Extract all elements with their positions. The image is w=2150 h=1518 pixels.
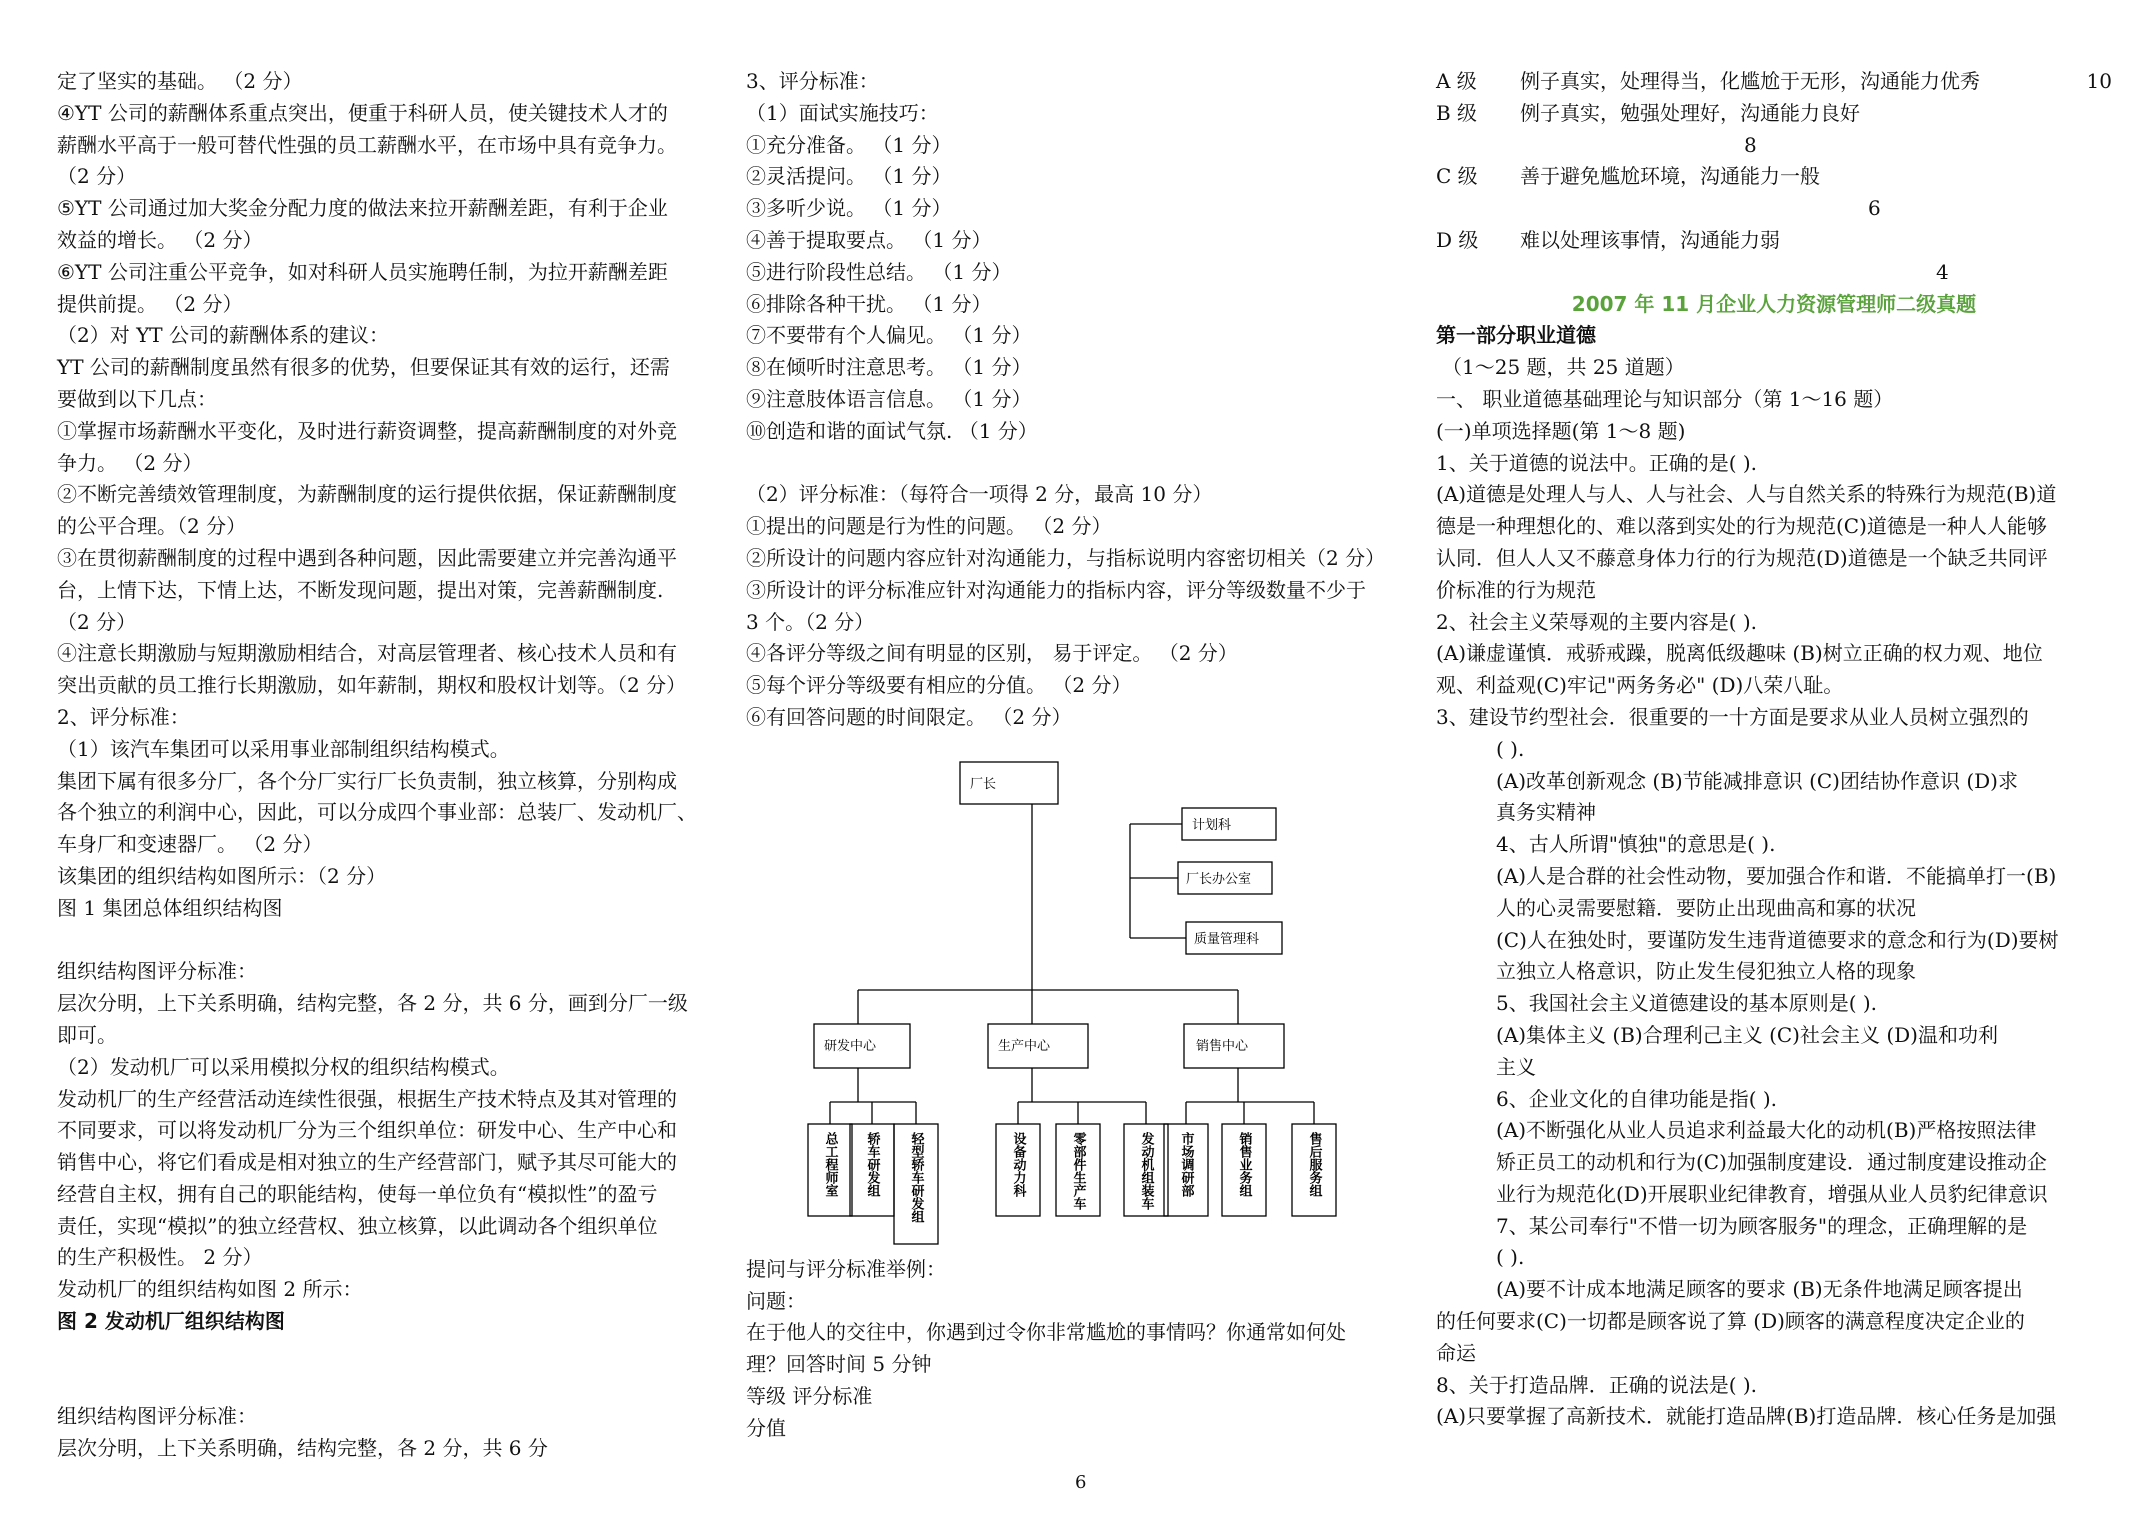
- org-unit6-label: 发动机组装车: [1138, 1132, 1154, 1210]
- text-line: YT 公司的薪酬制度虽然有很多的优势，但要保证其有效的运行，还需: [57, 355, 670, 380]
- grade-row-a: [1436, 66, 2112, 98]
- list-item: ①充分准备。 （1 分）: [746, 132, 952, 157]
- text-line: 车身厂和变速器厂。 （2 分）: [57, 832, 323, 857]
- grade-level: C 级: [1436, 164, 1478, 189]
- list-item: ⑥排除各种干扰。 （1 分）: [746, 291, 992, 316]
- text-line: 的任何要求(C)一切都是顾客说了算 (D)顾客的满意程度决定企业的: [1436, 1309, 2025, 1334]
- text-line: 争力。 （2 分）: [57, 450, 203, 475]
- text-line: 观、利益观(C)牢记"两务务必" (D)八荣八耻。: [1436, 673, 1844, 698]
- text-line: 矫正员工的动机和行为(C)加强制度建设．通过制度建设推动企: [1496, 1150, 2047, 1175]
- org-center1-label: 研发中心: [824, 1039, 877, 1054]
- org-staff2-label: 厂长办公室: [1186, 872, 1252, 887]
- text-line: 的公平合理。（2 分）: [57, 514, 247, 539]
- question: 7、某公司奉行"不惜一切为顾客服务"的理念，正确理解的是: [1496, 1213, 2028, 1238]
- text-line: 3 个。（2 分）: [746, 609, 875, 634]
- question: 6、企业文化的自律功能是指( ).: [1496, 1086, 1778, 1111]
- text-line: 提问与评分标准举例：: [746, 1256, 946, 1281]
- grade-level: B 级: [1436, 100, 1478, 125]
- question: 4、古人所谓"慎独"的意思是( ).: [1496, 832, 1776, 857]
- list-item: ⑦不要带有个人偏见。 （1 分）: [746, 323, 1032, 348]
- grade-row-c: [1436, 161, 2112, 193]
- question: 5、我国社会主义道德建设的基本原则是( ).: [1496, 991, 1878, 1016]
- exam-title: 2007 年 11 月企业人力资源管理师二级真题: [1571, 291, 1977, 316]
- org-unit8-label: 销售业务组: [1236, 1132, 1252, 1197]
- text-line: (A)集体主义 (B)合理利己主义 (C)社会主义 (D)温和功利: [1496, 1022, 1998, 1047]
- text-line: 各个独立的利润中心，因此，可以分成四个事业部：总装厂、发动机厂、: [57, 800, 697, 825]
- grade-description: 难以处理该事情，沟通能力弱: [1520, 227, 1780, 252]
- text-line: 要做到以下几点：: [57, 386, 217, 411]
- question: 8、关于打造品牌．正确的说法是( ).: [1436, 1372, 1758, 1397]
- figure-caption-bold: 图 2 发动机厂组织结构图: [57, 1309, 285, 1334]
- text-line: 问题：: [746, 1288, 806, 1313]
- text-line: 真务实精神: [1496, 800, 1596, 825]
- org-unit5-label: 零部件生产车: [1070, 1132, 1086, 1210]
- text-line: ①掌握市场薪酬水平变化，及时进行薪资调整，提高薪酬制度的对外竞: [57, 418, 677, 443]
- grade-level: D 级: [1436, 227, 1479, 252]
- text-line: 的生产积极性。 2 分）: [57, 1245, 263, 1270]
- grade-score: 6: [1868, 196, 1881, 221]
- text-line: （2）发动机厂可以采用模拟分权的组织结构模式。: [57, 1054, 510, 1079]
- text-line: (A)人是合群的社会性动物，要加强合作和谐．不能搞单打一(B): [1496, 863, 2057, 888]
- text-line: 德是一种理想化的、难以落到实处的行为规范(C)道德是一种人人能够: [1436, 514, 2047, 539]
- text-line: （1）面试实施技巧：: [746, 100, 939, 125]
- text-line: ①提出的问题是行为性的问题。 （2 分）: [746, 514, 1112, 539]
- text-line: 发动机厂的生产经营活动连续性很强，根据生产技术特点及其对管理的: [57, 1086, 677, 1111]
- org-unit2-label: 轿车研发组: [864, 1132, 880, 1197]
- text-line: 3、评分标准：: [746, 69, 879, 93]
- column-left: [57, 66, 729, 1465]
- page-number: 6: [1075, 1472, 1087, 1493]
- text-line: (A)改革创新观念 (B)节能减排意识 (C)团结协作意识 (D)求: [1496, 768, 2018, 793]
- text-line: ⑤YT 公司通过加大奖金分配力度的做法来拉开薪酬差距，有利于企业: [57, 196, 668, 221]
- list-item: ⑨注意肢体语言信息。 （1 分）: [746, 386, 1032, 411]
- text-line: （2 分）: [57, 609, 137, 634]
- text-line: （2）评分标准：（每符合一项得 2 分，最高 10 分）: [746, 482, 1213, 507]
- text-line: 提供前提。 （2 分）: [57, 291, 243, 316]
- text-line: (一)单项选择题(第 1～8 题): [1436, 418, 1686, 443]
- question: 1、关于道德的说法中。正确的是( ).: [1436, 450, 1758, 475]
- text-line: ⑥有回答问题的时间限定。 （2 分）: [746, 704, 1072, 729]
- text-line: ③所设计的评分标准应针对沟通能力的指标内容，评分等级数量不少于: [746, 577, 1366, 602]
- text-line: 主义: [1496, 1054, 1536, 1079]
- text-line: ③在贯彻薪酬制度的过程中遇到各种问题，因此需要建立并完善沟通平: [57, 545, 677, 570]
- text-line: ( ).: [1496, 1245, 1525, 1270]
- text-line: (A)要不计成本地满足顾客的要求 (B)无条件地满足顾客提出: [1496, 1277, 2023, 1302]
- column-right: [1436, 66, 2112, 1433]
- text-line: 层次分明，上下关系明确，结构完整，各 2 分，共 6 分，画到分厂一级: [57, 991, 688, 1016]
- text-line: ④注意长期激励与短期激励相结合，对高层管理者、核心技术人员和有: [57, 641, 677, 666]
- org-staff3-label: 质量管理科: [1194, 932, 1260, 947]
- org-unit7-label: 市场调研部: [1178, 1132, 1194, 1197]
- text-line: (A)只要掌握了高新技术．就能打造品牌(B)打造品牌．核心任务是加强: [1436, 1404, 2057, 1429]
- text-line: 即可。: [57, 1022, 117, 1047]
- text-line: 组织结构图评分标准：: [57, 1404, 257, 1429]
- text-line: （1）该汽车集团可以采用事业部制组织结构模式。: [57, 736, 510, 761]
- org-root-label: 厂长: [970, 777, 997, 792]
- list-item: ②灵活提问。 （1 分）: [746, 164, 952, 189]
- grade-description: 善于避免尴尬环境，沟通能力一般: [1520, 164, 1820, 189]
- text-line: （2）对 YT 公司的薪酬体系的建议：: [57, 323, 389, 348]
- text-line: 发动机厂的组织结构如图 2 所示：: [57, 1277, 363, 1302]
- text-line: 效益的增长。 （2 分）: [57, 227, 263, 252]
- org-unit3-label: 轻型轿车研发组: [908, 1132, 924, 1223]
- text-line: 等级 评分标准: [746, 1383, 873, 1408]
- text-line: 2、评分标准：: [57, 704, 190, 729]
- text-line: 台，上情下达，下情上达，不断发现问题，提出对策，完善薪酬制度.: [57, 577, 664, 602]
- text-line: 层次分明，上下关系明确，结构完整，各 2 分，共 6 分: [57, 1436, 548, 1461]
- list-item: ⑧在倾听时注意思考。 （1 分）: [746, 355, 1032, 380]
- text-line: 突出贡献的员工推行长期激励，如年薪制，期权和股权计划等。（2 分）: [57, 673, 687, 698]
- list-item: ⑩创造和谐的面试气氛. （1 分）: [746, 418, 1038, 443]
- list-item: ④善于提取要点。 （1 分）: [746, 227, 992, 252]
- text-line: 分值: [746, 1415, 786, 1440]
- text-line: 命运: [1436, 1340, 1476, 1365]
- org-chart-diagram: [800, 752, 1440, 1252]
- text-line: ⑤每个评分等级要有相应的分值。 （2 分）: [746, 673, 1132, 698]
- text-line: 集团下属有很多分厂，各个分厂实行厂长负责制，独立核算，分别构成: [57, 768, 677, 793]
- text-line: 销售中心，将它们看成是相对独立的生产经营部门，赋予其尽可能大的: [57, 1150, 677, 1175]
- text-line: 组织结构图评分标准：: [57, 959, 257, 984]
- text-line: 业行为规范化(D)开展职业纪律教育，增强从业人员豹纪律意识: [1496, 1181, 2048, 1206]
- grade-description: 例子真实，处理得当，化尴尬于无形，沟通能力优秀: [1520, 69, 1980, 93]
- text-line: 认同．但人人又不藤意身体力行的行为规范(D)道德是一个缺乏共同评: [1436, 545, 2048, 570]
- text-line: 人的心灵需要慰籍．要防止出现曲高和寡的状况: [1496, 895, 1916, 920]
- text-line: 责任，实现“模拟”的独立经营权、独立核算，以此调动各个组织单位: [57, 1213, 658, 1238]
- question: 2、社会主义荣辱观的主要内容是( ).: [1436, 609, 1758, 634]
- text-line: 在于他人的交往中，你遇到过令你非常尴尬的事情吗？你通常如何处: [746, 1320, 1346, 1345]
- text-line: ②所设计的问题内容应针对沟通能力，与指标说明内容密切相关（2 分）: [746, 545, 1386, 570]
- text-line: （1～25 题，共 25 道题）: [1442, 355, 1685, 380]
- text-line: 一、 职业道德基础理论与知识部分（第 1～16 题）: [1436, 386, 1894, 411]
- org-unit1-label: 总工程师室: [822, 1132, 838, 1197]
- org-unit9-label: 售后服务组: [1306, 1132, 1322, 1197]
- text-line: 价标准的行为规范: [1436, 577, 1596, 602]
- text-line: 理？回答时间 5 分钟: [746, 1352, 932, 1377]
- grade-score: 10: [2086, 69, 2112, 93]
- grade-score: 8: [1744, 132, 1757, 157]
- org-unit4-label: 设备动力科: [1010, 1132, 1026, 1197]
- grade-row-d: [1436, 225, 2112, 257]
- org-center2-label: 生产中心: [998, 1039, 1051, 1054]
- text-line: ②不断完善绩效管理制度，为薪酬制度的运行提供依据，保证薪酬制度: [57, 482, 677, 507]
- text-line: 薪酬水平高于一般可替代性强的员工薪酬水平，在市场中具有竞争力。: [57, 132, 677, 157]
- text-line: (A)道德是处理人与人、人与社会、人与自然关系的特殊行为规范(B)道: [1436, 482, 2057, 507]
- grade-description: 例子真实，勉强处理好，沟通能力良好: [1520, 100, 1860, 125]
- question: 3、建设节约型社会．很重要的一十方面是要求从业人员树立强烈的: [1436, 704, 2029, 729]
- grade-row-b: [1436, 98, 2112, 130]
- text-line: ④YT 公司的薪酬体系重点突出，便重于科研人员，使关键技术人才的: [57, 100, 668, 125]
- text-line: 该集团的组织结构如图所示：（2 分）: [57, 863, 387, 888]
- org-center3-label: 销售中心: [1196, 1039, 1249, 1054]
- text-line: (A)谦虚谨慎．戒骄戒躁，脱离低级趣味 (B)树立正确的权力观、地位: [1436, 641, 2043, 666]
- text-line: ⑥YT 公司注重公平竞争，如对科研人员实施聘任制，为拉开薪酬差距: [57, 259, 668, 284]
- grade-level: A 级: [1436, 69, 1477, 93]
- text-line: （2 分）: [57, 164, 137, 189]
- text-line: ④各评分等级之间有明显的区别， 易于评定。 （2 分）: [746, 641, 1238, 666]
- section-heading: 第一部分职业道德: [1436, 323, 1596, 348]
- text-line: 定了坚实的基础。 （2 分）: [57, 69, 303, 93]
- list-item: ⑤进行阶段性总结。 （1 分）: [746, 259, 1012, 284]
- text-line: (A)不断强化从业人员追求利益最大化的动机(B)严格按照法律: [1496, 1118, 2037, 1143]
- grade-score: 4: [1936, 259, 1949, 284]
- text-line: ( ).: [1496, 736, 1525, 761]
- org-staff1-label: 计划科: [1192, 818, 1232, 833]
- text-line: 不同要求，可以将发动机厂分为三个组织单位：研发中心、生产中心和: [57, 1118, 677, 1143]
- text-line: 立独立人格意识，防止发生侵犯独立人格的现象: [1496, 959, 1916, 984]
- list-item: ③多听少说。 （1 分）: [746, 196, 952, 221]
- text-line: (C)人在独处时，要谨防发生违背道德要求的意念和行为(D)要树: [1496, 927, 2059, 952]
- figure-caption: 图 1 集团总体组织结构图: [57, 895, 283, 920]
- text-line: 经营自主权，拥有自己的职能结构，使每一单位负有“模拟性”的盈亏: [57, 1181, 658, 1206]
